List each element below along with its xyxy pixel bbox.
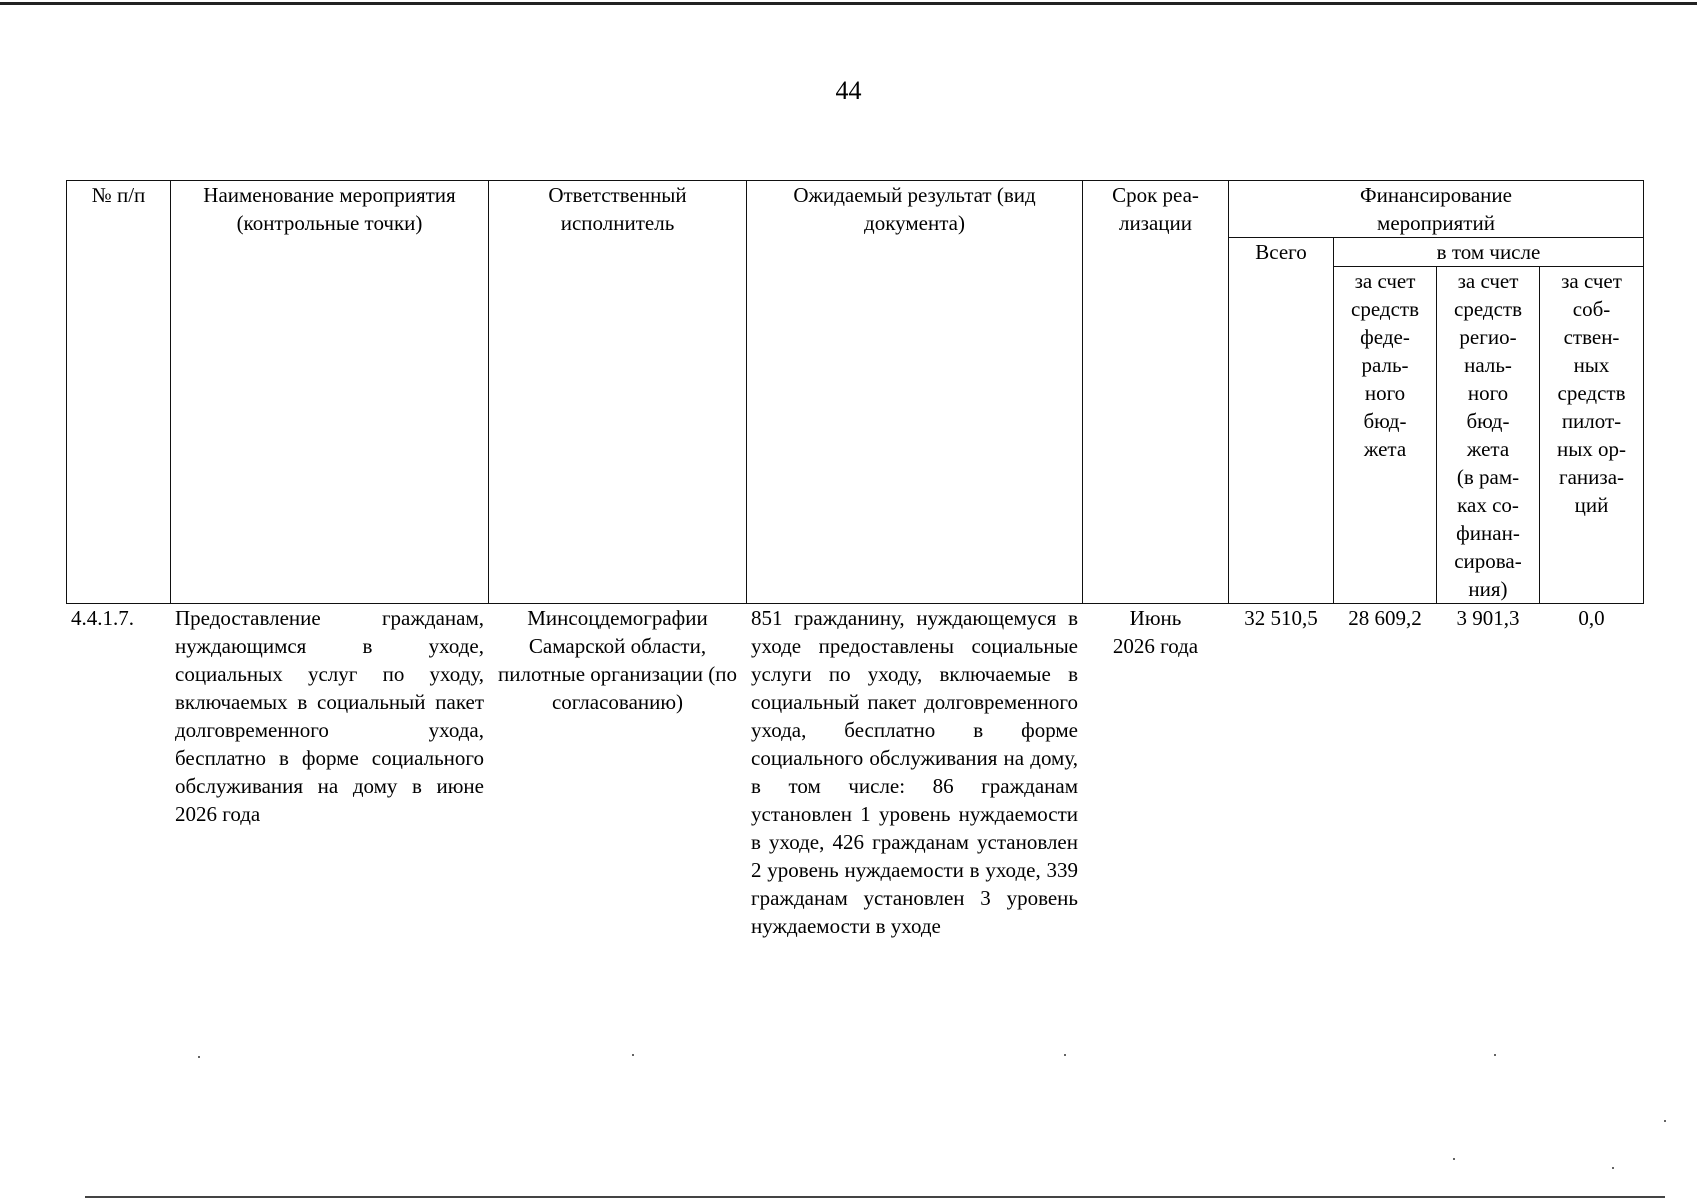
row-federal: 28 609,2 xyxy=(1348,606,1422,630)
header-result: Ожидаемый результат (вид документа) xyxy=(747,181,1083,604)
header-total: Всего xyxy=(1229,238,1334,604)
row-num: 4.4.1.7. xyxy=(71,606,134,630)
measures-table xyxy=(66,180,1644,940)
row-total: 32 510,5 xyxy=(1244,606,1318,630)
header-term: Срок реа- лизации xyxy=(1083,181,1229,604)
header-name: Наименование мероприятия (контрольные точки) xyxy=(171,181,489,604)
scan-speck xyxy=(1494,1054,1496,1056)
header-num: № п/п xyxy=(67,181,171,604)
row-name: Предоставление гражданам, нуждающимся в уходе, социальных услуг по уходу, включаемых в социальный пакет долговременного ухода, бесплатно в форме социального обслуживания на дому в июне 2026 года xyxy=(175,606,484,826)
page-number: 44 xyxy=(835,76,862,105)
row-executor: Минсоцдемографии Самарской области, пилотные организации (по согласованию) xyxy=(498,606,737,714)
header-funding: Финансирование мероприятий xyxy=(1229,181,1644,238)
scan-speck xyxy=(1453,1158,1455,1160)
row-own: 0,0 xyxy=(1578,606,1605,630)
scan-edge-top xyxy=(0,2,1697,5)
scan-speck xyxy=(198,1056,200,1058)
row-regional: 3 901,3 xyxy=(1456,606,1520,630)
row-term: Июнь 2026 года xyxy=(1112,606,1199,658)
header-including: в том числе xyxy=(1334,238,1644,267)
header-federal: за счет средств феде- раль- ного бюд- жета xyxy=(1334,267,1437,604)
scan-edge-bottom xyxy=(85,1196,1665,1198)
header-own: за счет соб- ствен- ных средств пилот- ных ор- ганиза- ций xyxy=(1540,267,1644,604)
table-row xyxy=(67,604,1644,941)
header-regional: за счет средств регио- наль- ного бюд- жета (в рам- ках со- финан- сирова- ния) xyxy=(1437,267,1540,604)
row-result: 851 гражданину, нуждающемуся в уходе предоставлены социальные услуги по уходу, включаемые в социальный пакет долговременного ухода, бесплатно в форме социального обслуживания на дому, в том числе: 86 гражданам установлен 1 уровень нуждаемости в уходе, 426 гражданам установлен 2 уровень нуждаемости в уходе, 339 гражданам установлен 3 уровень нуждаемости в уходе xyxy=(751,606,1078,938)
scan-speck xyxy=(1664,1120,1666,1122)
scan-speck xyxy=(1612,1167,1614,1169)
header-executor: Ответственный исполнитель xyxy=(489,181,747,604)
scan-speck xyxy=(1064,1054,1066,1056)
scan-speck xyxy=(632,1054,634,1056)
